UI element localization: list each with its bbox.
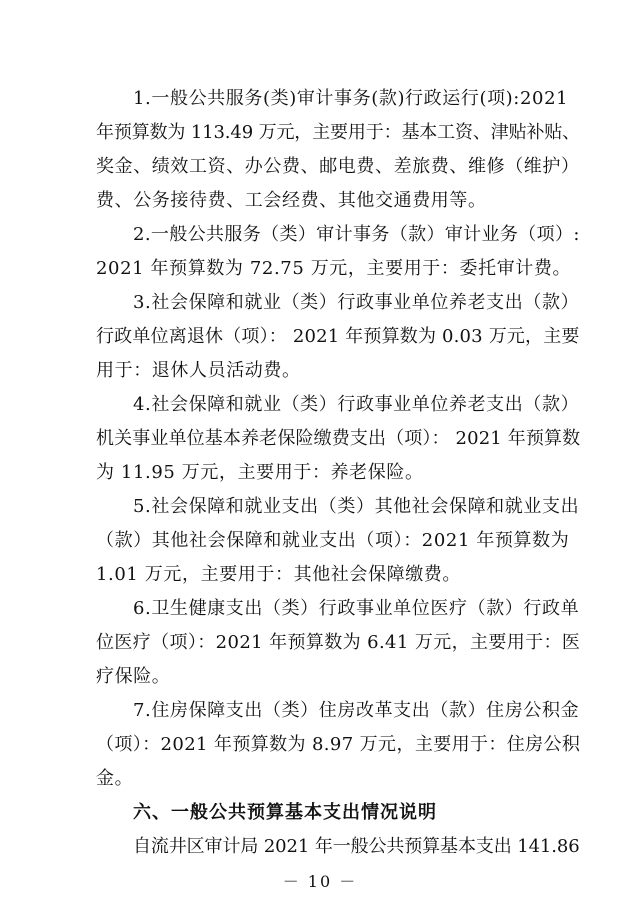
paragraph-2-line-2: 2021 年预算数为 72.75 万元，主要用于：委托审计费。	[96, 258, 572, 279]
paragraph-1-line-4: 费、公务接待费、工会经费、其他交通费用等。	[96, 190, 487, 211]
section-heading: 六、一般公共预算基本支出情况说明	[133, 802, 437, 823]
paragraph-7-line-2: （项）：2021 年预算数为 8.97 万元，主要用于：住房公积	[96, 734, 581, 755]
closing-line: 自流井区审计局 2021 年一般公共预算基本支出 141.86	[133, 836, 580, 857]
paragraph-5-line-2: （款）其他社会保障和就业支出（项）：2021 年预算数为	[96, 530, 570, 551]
paragraph-6-line-3: 疗保险。	[96, 666, 171, 687]
paragraph-3-line-1: 3.社会保障和就业（类）行政事业单位养老支出（款）	[133, 292, 580, 313]
paragraph-5-line-3: 1.01 万元，主要用于：其他社会保障缴费。	[96, 564, 461, 585]
paragraph-1-line-1: 1.一般公共服务(类)审计事务(款)行政运行(项):2021	[133, 88, 569, 109]
paragraph-6-line-2: 位医疗（项）：2021 年预算数为 6.41 万元，主要用于：医	[96, 632, 581, 653]
paragraph-5-line-1: 5.社会保障和就业支出（类）其他社会保障和就业支出	[133, 496, 580, 517]
paragraph-2-line-1: 2.一般公共服务（类）审计事务（款）审计业务（项）:	[133, 224, 580, 245]
paragraph-7-line-1: 7.住房保障支出（类）住房改革支出（款）住房公积金	[133, 700, 580, 721]
paragraph-4-line-3: 为 11.95 万元，主要用于：养老保险。	[96, 462, 424, 483]
paragraph-6-line-1: 6.卫生健康支出（类）行政事业单位医疗（款）行政单	[133, 598, 580, 619]
paragraph-3-line-3: 用于：退休人员活动费。	[96, 360, 301, 381]
paragraph-7-line-3: 金。	[96, 768, 134, 789]
paragraph-1-line-2: 年预算数为 113.49 万元，主要用于：基本工资、津贴补贴、	[96, 122, 581, 143]
paragraph-4-line-1: 4.社会保障和就业（类）行政事业单位养老支出（款）	[133, 394, 580, 415]
paragraph-4-line-2: 机关事业单位基本养老保险缴费支出（项）： 2021 年预算数	[96, 428, 581, 449]
page-number: － 10 －	[282, 872, 358, 891]
paragraph-3-line-2: 行政单位离退休（项）： 2021 年预算数为 0.03 万元，主要	[96, 326, 580, 347]
paragraph-1-line-3: 奖金、绩效工资、办公费、邮电费、差旅费、维修（维护）	[96, 156, 580, 177]
